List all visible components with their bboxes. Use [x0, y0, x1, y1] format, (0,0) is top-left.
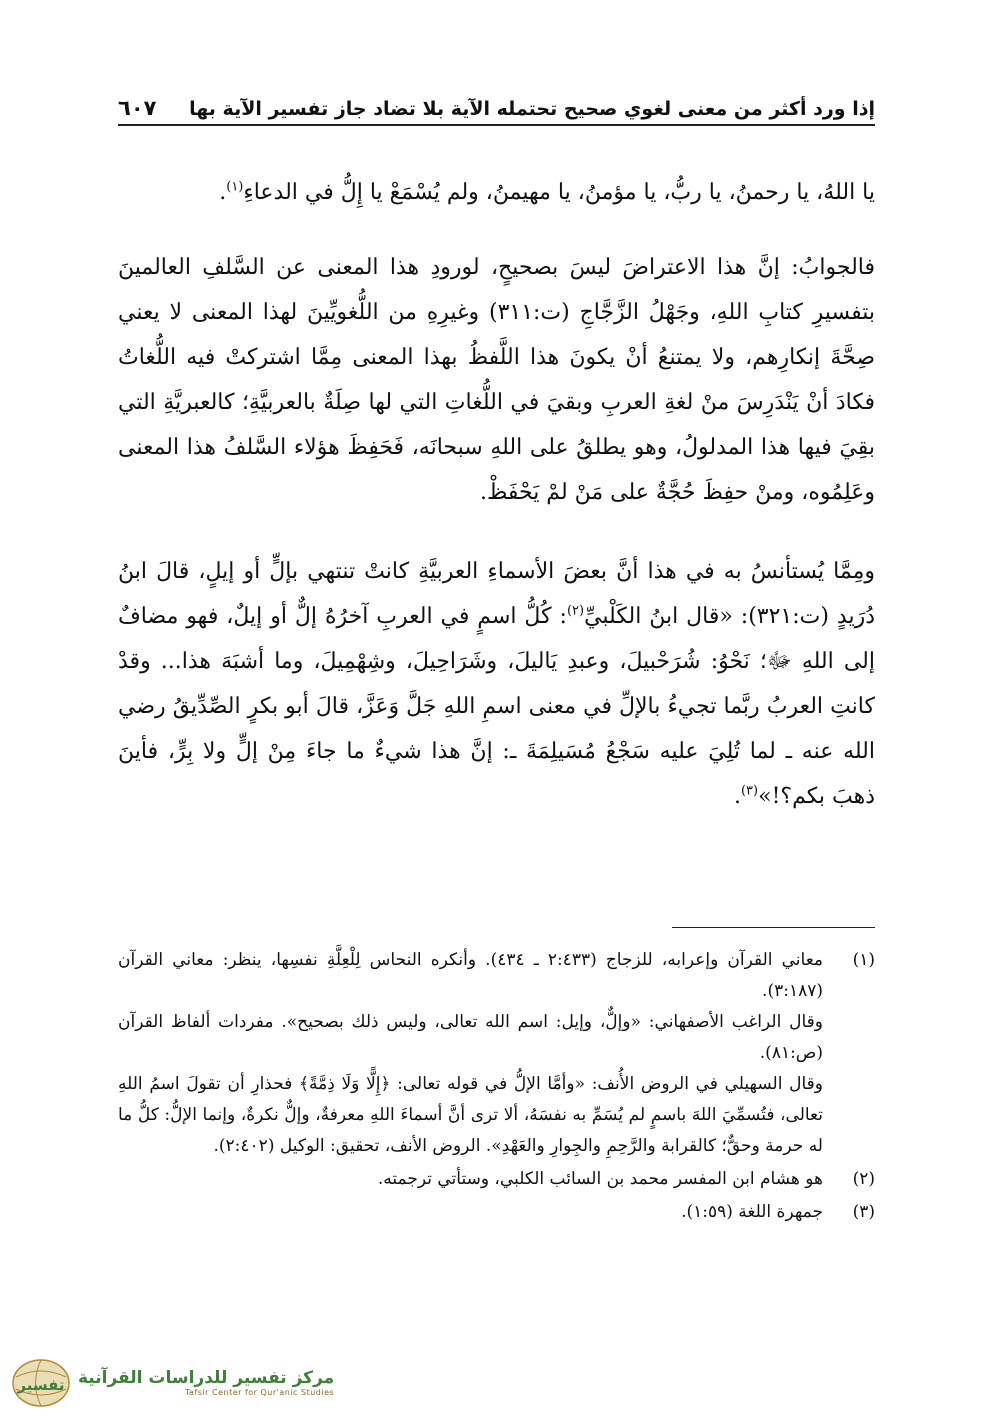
footnote-body — [118, 1197, 823, 1228]
footnote-body — [118, 945, 823, 1162]
paragraph-1-text: يا اللهُ، يا رحمنُ، يا ربُّ، يا مؤمنُ، يا مهيمنُ، ولم يُسْمَعْ يا إِلُّ في الدعاءِ — [243, 180, 875, 205]
globe-logo-icon — [10, 1357, 72, 1409]
footnote-1 — [118, 945, 875, 1162]
paragraph-3-text-b: : كُلُّ اسمٍ في العربِ آخرُهُ إلٌّ أو إيلٌ، فهو مضافٌ إلى اللهِ ﷻ؛ نَحْوُ: شُرَحْبيلَ، وعبدِ يَاليلَ، وشَرَاحِيلَ، وشِهْمِيلَ، وما أشبَهَ هذا... وقدْ كانتِ العربُ ربَّما تجيءُ بالإلِّ في معنى اسمِ اللهِ جَلَّ وَعَزَّ، قالَ أبو بكرٍ الصِّدِّيقُ رضي الله عنه ـ لما تُلِيَ عليه سَجْعُ مُسَيلِمَةَ ـ: إنَّ هذا شيءٌ ما جاءَ مِنْ إلٍّ ولا بِرٍّ، فأينَ ذهبَ بكم؟!» — [118, 604, 875, 809]
tafsir-center-logo — [10, 1355, 335, 1410]
paragraph-1 — [118, 170, 875, 215]
footnote-separator — [672, 927, 875, 928]
main-text — [118, 170, 875, 853]
footnote-3 — [118, 1197, 875, 1228]
footnote-line: وقال الراغب الأصفهاني: «وإلٌّ، وإيل: اسم الله تعالى، وليس ذلك بصحيح». مفردات ألفاظ القرآن (ص:٨١). — [118, 1012, 823, 1063]
paragraph-1-end: . — [219, 180, 227, 205]
footnote-number: (٢) — [852, 1169, 875, 1189]
running-header — [118, 86, 875, 126]
logo-text — [78, 1368, 334, 1397]
footnote-ref-3[interactable]: (٣) — [740, 783, 759, 799]
header-title: إذا ورد أكثر من معنى لغوي صحيح تحتمله الآية بلا تضاد جاز تفسير الآية بها — [189, 98, 875, 120]
footnote-number: (٣) — [852, 1202, 875, 1222]
logo-arabic-name: مركز تفسير للدراسات القرآنية — [78, 1368, 335, 1388]
footnote-ref-1[interactable]: (١) — [226, 179, 244, 195]
logo-english-name: Tafsir Center for Qur'anic Studies — [184, 1388, 335, 1397]
paragraph-2: فالجوابُ: إنَّ هذا الاعتراضَ ليسَ بصحيحٍ، لورودِ هذا المعنى عن السَّلفِ العالمينَ بتفسيرِ كتابِ اللهِ، وجَهْلُ الزَّجَّاجِ (ت:٣١١) وغيرِهِ من اللُّغويِّينَ لهذا المعنى لا يعني صِحَّةَ إنكارِهم، ولا يمتنعُ أنْ يكونَ هذا اللَّفظُ بهذا المعنى مِمَّا اشتركتْ فيه اللُّغاتُ فكادَ أنْ يَنْدَرِسَ منْ لغةِ العربِ وبقيَ في اللُّغاتِ التي لها صِلَةٌ بالعربيَّةِ؛ كالعبريَّةِ التي بقِيَ فيها هذا المدلولُ، وهو يطلقُ على اللهِ سبحانَه، فَحَفِظَ هؤلاء السَّلفُ هذا المعنى وعَلِمُوه، ومنْ حفِظَ حُجَّةٌ على مَنْ لمْ يَحْفَظْ. — [118, 255, 875, 505]
footnotes — [118, 945, 875, 1230]
paragraph-3-end: . — [733, 784, 741, 809]
footnote-ref-2[interactable]: (٢) — [566, 603, 585, 619]
footnote-line: وقال السهيلي في الروض الأُنف: «وأمَّا الإلُّ في قوله تعالى: ﴿إِلًّا وَلَا ذِمَّةً﴾ فحذارِ أن تقولَ اسمُ اللهِ تعالى، فتُسمِّيَ اللهَ باسمٍ لم يُسَمِّ به نفسَهُ، ألا ترى أنَّ أسماءَ اللهِ معرفةٌ، وإلٌّ نكرةٌ، وإنما الإلُّ: كلُّ ما له حرمة وحقٌّ؛ كالقرابة والرَّحِمِ والجِوارِ والعَهْدِ». الروض الأنف، تحقيق: الوكيل (٢:٤٠٢). — [118, 1074, 823, 1156]
footnote-2 — [118, 1164, 875, 1195]
footnote-body — [118, 1164, 823, 1195]
footnote-line: معاني القرآن وإعرابه، للزجاج (٢:٤٣٣ ـ ٤٣٤). وأنكره النحاس لِلْعِلَّةِ نفسِها، ينظر: معاني القرآن (٣:١٨٧). — [118, 950, 823, 1001]
page-number: ٦٠٧ — [118, 96, 157, 120]
footnote-line: جمهرة اللغة (١:٥٩). — [681, 1202, 823, 1222]
paragraph-3-text-a: ومِمَّا يُستأنسُ به في هذا أنَّ بعضَ الأسماءِ العربيَّةِ كانتْ تنتهي بإلٍّ أو إيلٍ، قالَ ابنُ دُرَيدٍ (ت:٣٢١): «قال ابنُ الكَلْبيِّ — [118, 559, 875, 629]
paragraph-3 — [118, 549, 875, 819]
logo-brand-text: تفسير — [17, 1375, 65, 1394]
footnote-line: هو هشام ابن المفسر محمد بن السائب الكلبي، وستأتي ترجمته. — [377, 1169, 823, 1189]
footnote-number: (١) — [852, 950, 875, 970]
